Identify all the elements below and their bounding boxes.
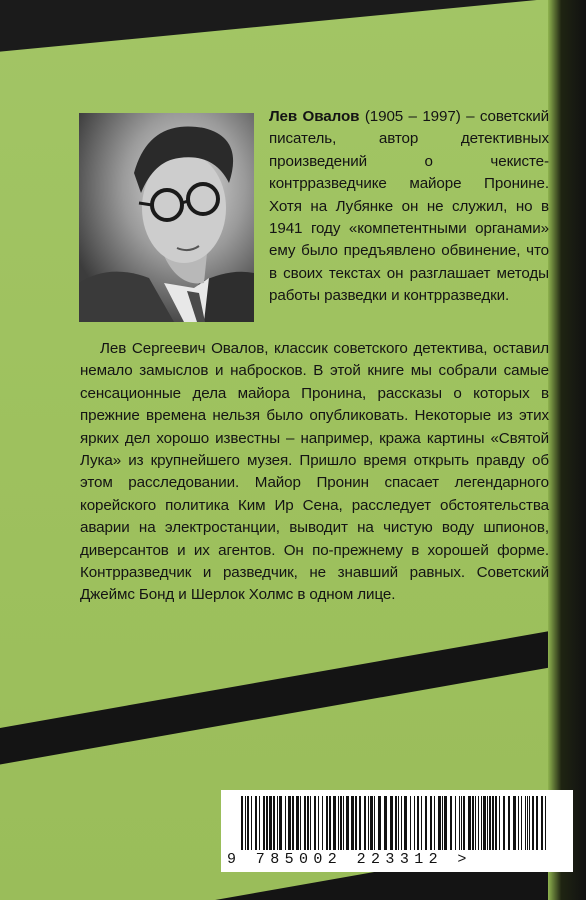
- barcode-bar: [398, 796, 399, 850]
- barcode-bar: [370, 796, 373, 850]
- barcode-bar: [390, 796, 393, 850]
- barcode-bar: [468, 796, 471, 850]
- barcode-bar: [245, 796, 246, 850]
- middle-black-band: [0, 610, 586, 770]
- barcode-bar: [288, 796, 291, 850]
- barcode-bar: [438, 796, 441, 850]
- barcode-bar: [513, 796, 516, 850]
- barcode-bar: [322, 796, 323, 850]
- barcode-bar: [499, 796, 500, 850]
- author-name: Лев Овалов: [269, 108, 360, 125]
- barcode-bar: [263, 796, 265, 850]
- barcode-bar: [541, 796, 543, 850]
- barcode-bar: [503, 796, 505, 850]
- barcode-bar: [434, 796, 435, 850]
- barcode-digits: 9 785002 223312 >: [227, 851, 472, 868]
- barcode-bar: [310, 796, 311, 850]
- barcode-bar: [455, 796, 456, 850]
- barcode-bar: [545, 796, 546, 850]
- barcode-bar: [395, 796, 397, 850]
- barcode-bar: [475, 796, 476, 850]
- isbn-barcode: [221, 790, 573, 872]
- author-portrait: [79, 113, 254, 322]
- barcode-bar: [247, 796, 249, 850]
- barcode-bar: [527, 796, 528, 850]
- barcode-bar: [266, 796, 268, 850]
- barcode-bar: [355, 796, 357, 850]
- barcode-bar: [508, 796, 510, 850]
- barcode-bar: [483, 796, 486, 850]
- barcode-bar: [518, 796, 519, 850]
- barcode-bar: [404, 796, 407, 850]
- barcode-bar: [492, 796, 494, 850]
- barcode-bar: [425, 796, 427, 850]
- author-bio: [269, 106, 549, 308]
- book-description: Лев Сергеевич Овалов, классик советского детектива, оставил немало замыслов и набросков. В этой книге мы собрали самые сенсационные дела майора Пронина, рассказы о которых в прежние времена нельзя было опубликовать. Некоторые из этих ярких дел хорошо известны – например, кража картины «Святой Лука» из крупнейшего музея. Пришло время открыть правду об этом расследовании. Майор Пронин спасает легендарного корейского политика Ким Ир Сена, расследует обстоятельства аварии на электростанции, выводит на чистую воду шпионов, диверсантов и их агентов. Он по-прежнему в хорошей форме. Контрразведчик и разведчик, не знавший равных. Советский Джеймс Бонд и Шерлок Холмс в одном лице.: [80, 340, 549, 604]
- barcode-bar: [495, 796, 497, 850]
- barcode-bar: [487, 796, 488, 850]
- author-years: (1905 – 1997) –: [364, 108, 475, 125]
- barcode-bar: [478, 796, 479, 850]
- barcode-bar: [481, 796, 482, 850]
- barcode-bar: [255, 796, 257, 850]
- barcode-bar: [292, 796, 294, 850]
- barcode-bar: [521, 796, 522, 850]
- barcode-bar: [374, 796, 375, 850]
- barcode-bar: [326, 796, 328, 850]
- top-black-band: [0, 0, 586, 54]
- barcode-bar: [463, 796, 465, 850]
- barcode-bars: [229, 796, 559, 850]
- barcode-bar: [329, 796, 331, 850]
- barcode-bar: [450, 796, 452, 850]
- barcode-bar: [259, 796, 260, 850]
- barcode-bar: [346, 796, 349, 850]
- barcode-bar: [296, 796, 299, 850]
- barcode-bar: [359, 796, 361, 850]
- barcode-bar: [417, 796, 419, 850]
- barcode-bar: [285, 796, 286, 850]
- barcode-bar: [318, 796, 319, 850]
- barcode-bar: [461, 796, 462, 850]
- barcode-bar: [241, 796, 243, 850]
- barcode-bar: [421, 796, 422, 850]
- barcode-bar: [333, 796, 336, 850]
- barcode-bar: [364, 796, 366, 850]
- barcode-bar: [525, 796, 526, 850]
- barcode-bar: [343, 796, 344, 850]
- barcode-bar: [251, 796, 252, 850]
- barcode-bar: [279, 796, 282, 850]
- barcode-bar: [414, 796, 415, 850]
- barcode-bar: [368, 796, 369, 850]
- spine-edge: [548, 0, 586, 900]
- barcode-bar: [351, 796, 354, 850]
- barcode-bar: [300, 796, 301, 850]
- barcode-bar: [444, 796, 447, 850]
- barcode-bar: [314, 796, 316, 850]
- barcode-bar: [430, 796, 432, 850]
- barcode-bar: [529, 796, 530, 850]
- barcode-bar: [340, 796, 342, 850]
- barcode-bar: [304, 796, 306, 850]
- barcode-bar: [459, 796, 460, 850]
- barcode-bar: [269, 796, 272, 850]
- barcode-bar: [536, 796, 538, 850]
- barcode-bar: [472, 796, 474, 850]
- barcode-bar: [273, 796, 275, 850]
- barcode-bar: [410, 796, 411, 850]
- barcode-bar: [338, 796, 339, 850]
- barcode-bar: [307, 796, 309, 850]
- barcode-bar: [532, 796, 534, 850]
- barcode-bar: [489, 796, 491, 850]
- barcode-bar: [378, 796, 381, 850]
- author-bio-text: советский писатель, автор детективных произведений о чекисте-контрразведчике майоре Пронине. Хотя на Лубянке он не служил, но в 1941 году «компетентными органами» ему было предъявлено обвинение, что в своих текстах он разглашает методы работы разведки и контрразведки.: [269, 108, 549, 305]
- barcode-bar: [442, 796, 443, 850]
- barcode-bar: [384, 796, 387, 850]
- barcode-bar: [401, 796, 402, 850]
- barcode-bar: [277, 796, 278, 850]
